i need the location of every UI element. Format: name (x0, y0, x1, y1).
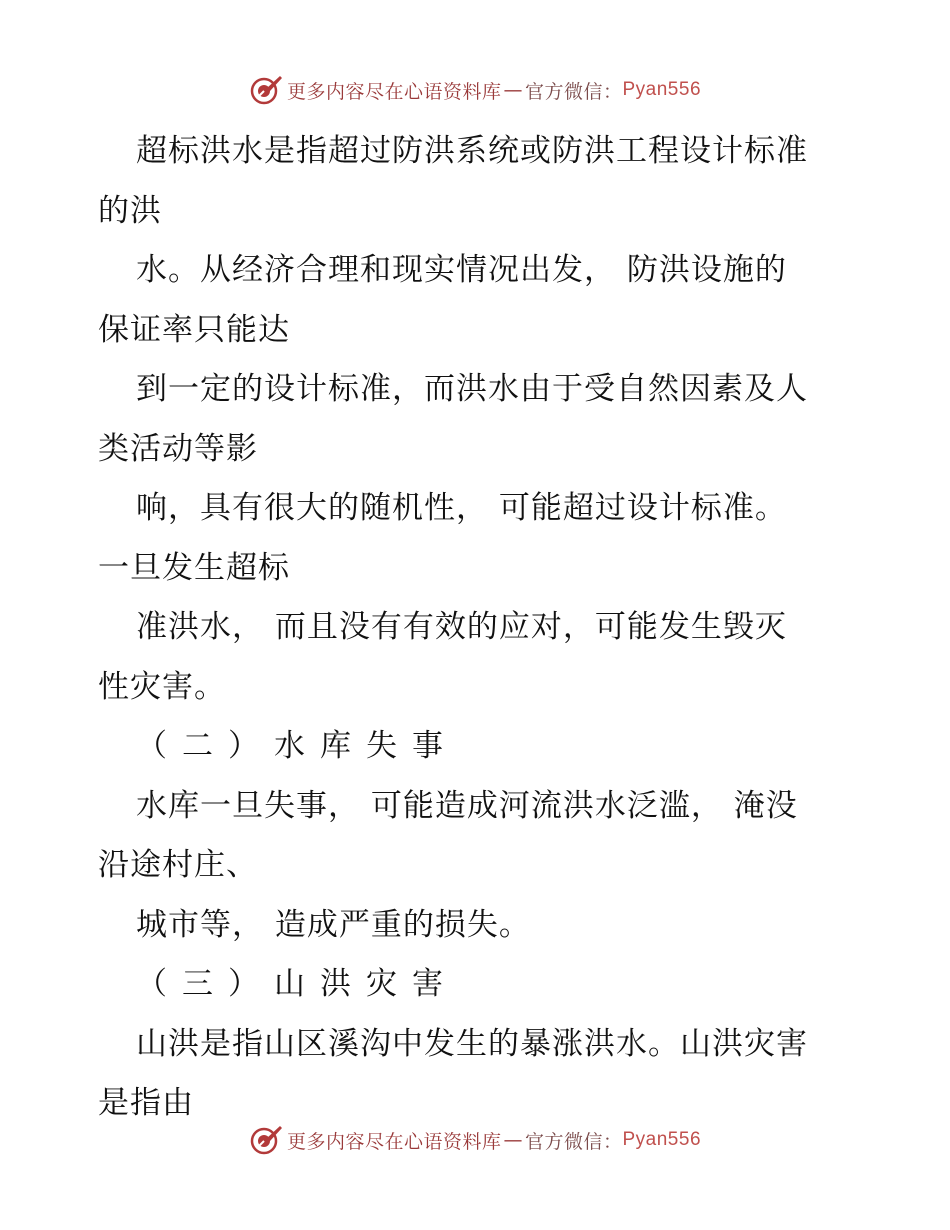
paragraph-line: 类活动等影 (98, 430, 258, 467)
paragraph-line: 水。从经济合理和现实情况出发， 防洪设施的 (136, 252, 787, 288)
paragraph-line: 响，具有很大的随机性， 可能超过设计标准。 (136, 490, 787, 526)
paragraph-line: 保证率只能达 (98, 311, 290, 348)
paragraph-line: 准洪水， 而且没有有效的应对，可能发生毁灭 (136, 609, 787, 645)
document-body (98, 122, 858, 1134)
paragraph-line: 是指由 (98, 1085, 194, 1121)
footer-site-name: 更多内容尽在心语资料库 (286, 1130, 502, 1153)
paragraph-line: 的洪 (98, 192, 162, 229)
header-wechat-id: Pyan556 (622, 79, 702, 100)
paragraph-line: 山洪是指山区溪沟中发生的暴涨洪水。山洪灾害 (136, 1025, 808, 1062)
header-banner-text (287, 77, 701, 104)
footer-wechat-id: Pyan556 (622, 1129, 702, 1150)
paragraph-line: 超标洪水是指超过防洪系统或防洪工程设计标准 (136, 133, 808, 169)
pen-logo-icon (249, 73, 283, 107)
header-site-name: 更多内容尽在心语资料库 (286, 80, 502, 103)
paragraph-line: 城市等， 造成严重的损失。 (136, 906, 531, 943)
header-dash: — (503, 79, 523, 101)
paragraph-line: 水库一旦失事， 可能造成河流洪水泛滥， 淹没 (136, 787, 798, 824)
paragraph-line: 一旦发生超标 (98, 549, 290, 586)
section-heading: （三）山洪灾害 (136, 966, 458, 1002)
header-wechat-label: 官方微信： (524, 80, 623, 103)
paragraph-line: 沿途村庄、 (98, 847, 258, 883)
footer-dash: — (503, 1129, 523, 1151)
paragraph-line: 到一定的设计标准，而洪水由于受自然因素及人 (136, 371, 808, 407)
pen-logo-icon (249, 1123, 283, 1157)
footer-banner (0, 1120, 950, 1160)
footer-banner-text (287, 1127, 701, 1154)
section-heading: （二）水库失事 (136, 728, 458, 764)
header-banner (0, 70, 950, 110)
footer-wechat-label: 官方微信： (524, 1130, 623, 1153)
paragraph-line: 性灾害。 (98, 668, 226, 705)
